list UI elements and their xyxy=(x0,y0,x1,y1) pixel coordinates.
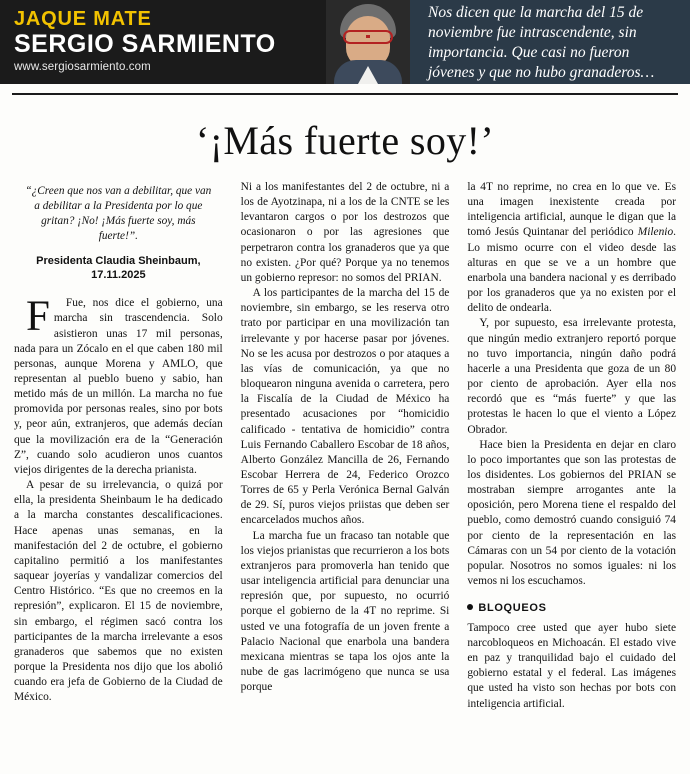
masthead xyxy=(0,0,690,84)
author-website[interactable]: www.sergiosarmiento.com xyxy=(14,61,151,74)
column-kicker: JAQUE MATE xyxy=(14,8,152,30)
header-divider xyxy=(12,93,678,95)
bullet-icon xyxy=(467,604,473,610)
pull-quote-text: Nos dicen que la marcha del 15 de noviembre fue intrascendente, sin importancia. Que casi no fueron jóvenes y que no hubo granaderos… xyxy=(428,3,655,82)
epigraph-attribution-name: Presidenta Claudia Sheinbaum, xyxy=(36,254,201,267)
paragraph-text: Fue, nos dice el gobierno, una marcha sin trascendencia. Solo asistieron unas 17 mil personas, nada para un Zócalo en el que caben 180 mil personas, aunque Morena y AMLO, que representan al pueblo bueno y sabio, han metido más de un millón. La marcha no fue promovida por personas reales, sino por bots y, peor aún, extranjeros, que además decían que la movilización era de la “Generación Z”, cuando solo acudieron unos cuantos viejos dirigentes de la derecha prianista. xyxy=(14,297,223,476)
paragraph xyxy=(14,293,223,478)
article-columns xyxy=(0,180,690,778)
publication-name: Milenio xyxy=(637,226,674,239)
section-heading xyxy=(467,601,676,616)
column-one xyxy=(14,180,223,778)
paragraph: Y, por supuesto, esa irrelevante protesta, que ningún medio extranjero reportó porque no tuvo importancia, ningún daño podrá hacerle a una Presidenta que goza de un 80 por ciento de aprobación. Ayer ella nos recordó que es “más fuerte” y que las protestas le hacen lo que el viento a López Obrador. xyxy=(467,317,677,436)
paragraph: Tampoco cree usted que ayer hubo siete narcobloqueos en Michoacán. El estado vive en paz y tranquilidad bajo el cuidado del gobierno estatal y el federal. Las imágenes que usted ha visto son hechas por bots con inteligencia artificial. xyxy=(467,621,677,710)
paragraph: A pesar de su irrelevancia, o quizá por ella, la presidenta Sheinbaum le ha dedicado a la marcha constantes descalificaciones. Hace apenas unas semanas, en la manifestación del 2 de octubre, el gobierno capitalino permitió a los manifestantes saquear joyerías y vandalizar comercios del Centro Histórico. “Es que no creemos en la represión”, explicaron. El 15 de noviembre, sin embargo, el régimen sacó contra los participantes de la marcha irrelevante a esos granaderos que sabemos que no existen porque la Presidenta nos dijo que los abolió cuando era jefa de Gobierno de la Ciudad de México. xyxy=(14,479,223,704)
column-three xyxy=(467,180,676,778)
pull-quote-banner xyxy=(410,0,690,84)
brand-block xyxy=(0,0,326,84)
author-name: SERGIO SARMIENTO xyxy=(14,30,276,58)
paragraph: Hace bien la Presidenta en dejar en claro lo poco importantes que son las protestas de los disidentes. Los gobiernos del PRIAN se mostraban siempre arrogantes ante la oposición, pero Morena tiene el respaldo del pueblo, como demostró cuando consiguió 74 por ciento de la representación en las Cámaras con un 54 por ciento de la votación popular. Nosotros no somos iguales: ni los vemos ni los escuchamos. xyxy=(467,438,677,588)
drop-cap: F xyxy=(26,293,50,341)
column-two xyxy=(241,180,450,778)
paragraph: A los participantes de la marcha del 15 de noviembre, sin embargo, se les reserva otro trato por participar en una movilización tan irrelevante y por hacerse pasar por jóvenes. No se les acusa por destrozos o por ataques a las vías de comunicación, ya que no bloquearon ninguna avenida o carretera, pero la Fiscalía de la Ciudad de México ha presentado acusaciones por “homicidio calificado - tentativa de homicidio” contra Luis Fernando Caballero Escobar de 18 años, Alberto González Mancilla de 26, Fernando Escobar Herrera de 24, Federico Orozco Torres de 65 y Perla Verónica Bernal Galván de 29. Sí, puros viejos priistas que deben ser encarcelados muchos años. xyxy=(240,287,450,527)
page-title: ‘¡Más fuerte soy!’ xyxy=(195,118,495,163)
paragraph: La marcha fue un fracaso tan notable que los viejos prianistas que recurrieron a los bots extranjeros para promoverla han tenido que usar inteligencia artificial para denunciar una represión que, por supuesto, no ocurrió porque el gobierno de la 4T no reprime. Si usted ve una fotografía de un joven frente a Palacio Nacional que enarbola una bandera mexicana mientras se tapa los ojos ante la nube de gas lacrimógeno que nunca se usa porque xyxy=(240,529,450,694)
author-portrait xyxy=(326,0,410,84)
glasses-icon xyxy=(343,30,393,44)
paragraph: Ni a los manifestantes del 2 de octubre, ni a los de Ayotzinapa, ni a los de la CNTE se les levantaron cargos o por los destrozos que ocasionaron o por las agresiones que perpetraron contra los granaderos que ya que no existen. ¿Por qué? Porque ya no tenemos un gobierno represor: no somos del PRIAN. xyxy=(240,181,450,284)
section-heading-label: BLOQUEOS xyxy=(478,602,547,615)
epigraph-attribution xyxy=(14,254,223,283)
epigraph-attribution-date: 17.11.2025 xyxy=(91,268,146,281)
paragraph: la 4T no reprime, no crea en lo que ve. Es una imagen inexistente creada por inteligencia artificial, aunque le digan que la tomó Jesús Quintanar del periódico Milenio. Lo mismo ocurre con el video desde las alturas en que se ve a un hombre que enarbola una bandera nacional y es derribado por los granaderos que ya no existen por el delito de ondearla. xyxy=(467,181,677,315)
epigraph-quote: “¿Creen que nos van a debilitar, que van a debilitar a la Presidenta por lo que gritan? ¡No! ¡Más fuerte soy, más fuerte!”. xyxy=(25,185,212,242)
